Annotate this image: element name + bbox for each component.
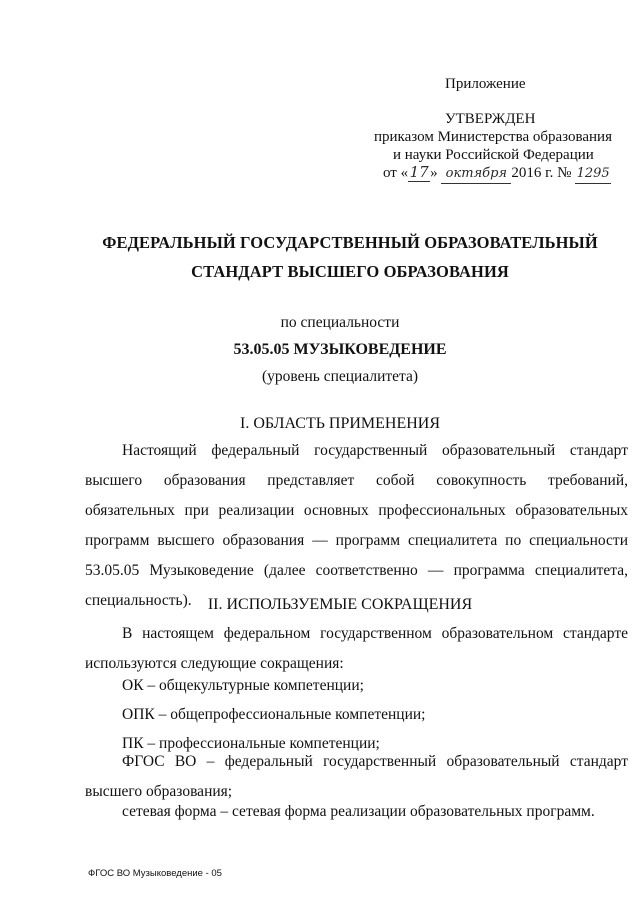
date-month-handwritten: октября bbox=[441, 165, 511, 184]
abbreviation-item-opk: ОПК – общепрофессиональные компетенции; bbox=[122, 706, 426, 723]
abbreviation-item-pk: ПК – профессиональные компетенции; bbox=[122, 735, 380, 752]
date-year: 2016 г. № bbox=[511, 165, 572, 181]
abbreviation-item-network-form: сетевая форма – сетевая форма реализации образовательных программ. bbox=[122, 803, 595, 820]
date-prefix: от « bbox=[383, 165, 409, 181]
date-day-handwritten: 17 bbox=[409, 163, 429, 181]
section1-paragraph: Настоящий федеральный государственный образовательный стандарт высшего образования представляет собой совокупность требований, обязательных при реализации основных профессиональных образовательных программ высшего образования — программ специалитета по специальности 53.05.05 Музыковедение (далее соответственно — программа специалитета, специальность). bbox=[85, 442, 628, 609]
specialty-label: по специальности bbox=[280, 314, 400, 331]
abbreviation-item-ok: ОК – общекультурные компетенции; bbox=[122, 677, 364, 694]
section2-heading: II. ИСПОЛЬЗУЕМЫЕ СОКРАЩЕНИЯ bbox=[207, 596, 473, 613]
specialty-code-name: 53.05.05 МУЗЫКОВЕДЕНИЕ bbox=[233, 341, 447, 358]
order-number-handwritten: 1295 bbox=[575, 165, 611, 184]
specialty-level: (уровень специалитета) bbox=[261, 368, 419, 385]
approved-label: УТВЕРЖДЕН bbox=[445, 111, 536, 127]
page-footer: ФГОС ВО Музыковедение - 05 bbox=[88, 868, 222, 879]
approval-order-line: приказом Министерства образования bbox=[374, 129, 612, 145]
section2-intro: В настоящем федеральном государственном образовательном стандарте используются следующие сокращения: bbox=[85, 625, 628, 672]
section1-heading: I. ОБЛАСТЬ ПРИМЕНЕНИЯ bbox=[239, 415, 441, 432]
approval-ministry-line: и науки Российской Федерации bbox=[393, 147, 594, 163]
approval-date-line bbox=[383, 163, 611, 184]
date-day-suffix: » bbox=[430, 165, 438, 181]
document-title-line1: ФЕДЕРАЛЬНЫЙ ГОСУДАРСТВЕННЫЙ ОБРАЗОВАТЕЛЬНЫЙ bbox=[102, 233, 598, 252]
abbreviation-item-fgos: ФГОС ВО – федеральный государственный образовательный стандарт высшего образования; bbox=[85, 753, 628, 800]
appendix-label: Приложение bbox=[445, 76, 526, 92]
document-title-line2: СТАНДАРТ ВЫСШЕГО ОБРАЗОВАНИЯ bbox=[191, 262, 509, 281]
